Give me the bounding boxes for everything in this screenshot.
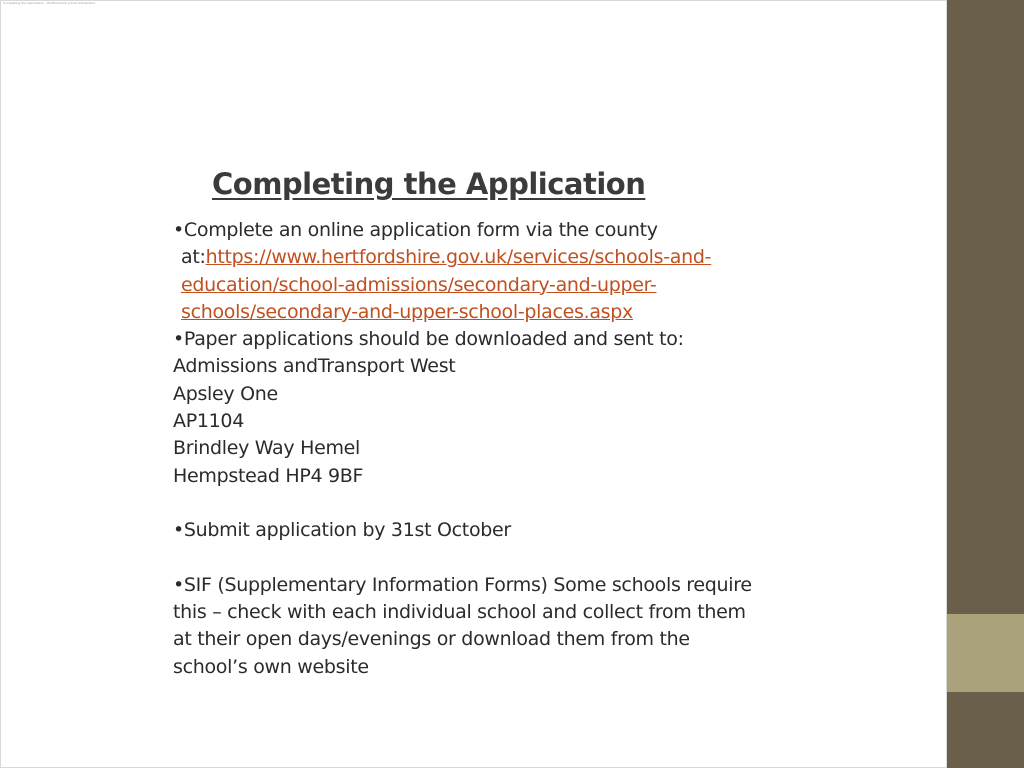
county-link-part-2[interactable]: education/school-admissions/secondary-and-upper- [181,273,657,296]
bullet-sif-line: this – check with each individual school and collect from them [173,601,746,624]
bullet-online-application: •Complete an online application form via the county [173,219,658,241]
slide-body [173,217,773,681]
slide-title: Completing the Application [212,167,646,201]
address-line: Brindley Way Hemel [173,437,361,460]
address-line: Apsley One [173,382,278,405]
bullet-online-link-line [173,244,773,271]
address-line: Admissions andTransport West [173,355,456,378]
bullet-paper-application: •Paper applications should be downloaded and sent to: [173,328,684,351]
spacer [173,490,773,517]
spacer [173,545,773,572]
bullet-online-link-line-2 [173,272,773,299]
address-line: AP1104 [173,410,245,433]
bullet-submit-deadline: •Submit application by 31st October [173,519,511,542]
address-line: Hempstead HP4 9BF [173,464,364,487]
slide-caption: Completing the Application - Hertfordshire school admissions [3,1,95,5]
bullet-sif-line: •SIF (Supplementary Information Forms) Some schools require [173,573,752,596]
county-link-part-3[interactable]: schools/secondary-and-upper-school-places.aspx [181,300,633,323]
link-prefix: at: [181,246,206,269]
bullet-sif-line: school’s own website [173,655,369,678]
county-link-part-1[interactable]: https://www.hertfordshire.gov.uk/services/schools-and- [205,246,712,269]
bullet-sif-line: at their open days/evenings or download them from the [173,628,690,651]
bullet-online-link-line-3 [173,299,773,326]
decorative-sidebar-accent [947,614,1024,692]
